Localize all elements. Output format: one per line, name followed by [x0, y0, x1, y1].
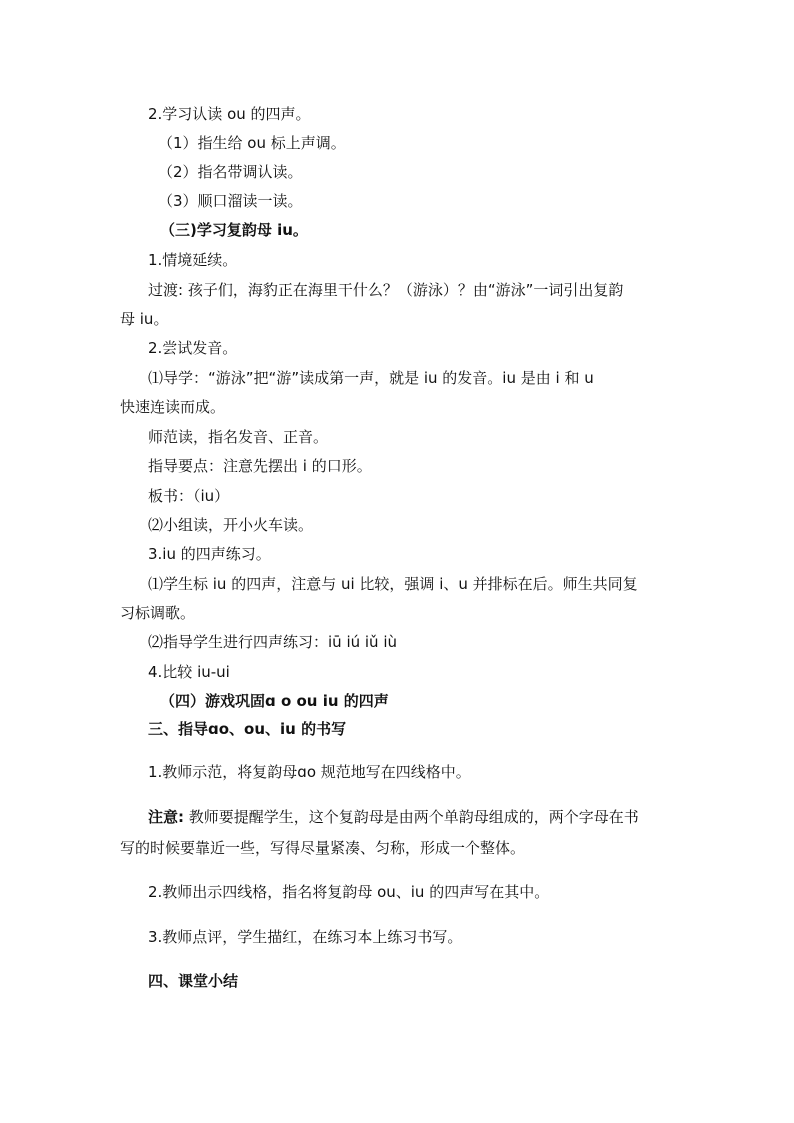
step-3-iu-tones: 3.iu 的四声练习。 [148, 545, 271, 563]
section-3-heading: （三)学习复韵母 iu。 [160, 221, 308, 239]
note-text: 教师要提醒学生，这个复韵母是由两个单韵母组成的，两个字母在书 [184, 808, 639, 826]
step-2-try-pronounce: 2.尝试发音。 [148, 339, 238, 357]
transition-paragraph-line-2: 母 iu。 [120, 310, 169, 328]
guidance-points-line: 指导要点：注意先摆出 i 的口形。 [148, 457, 372, 475]
section-4-game-heading: （四）游戏巩固ɑ o ou iu 的四声 [160, 692, 389, 710]
guide-paragraph-line-2: 快速连读而成。 [120, 398, 226, 416]
tone-marking-line-2: 习标调歌。 [120, 604, 196, 622]
tone-practice-line: ⑵指导学生进行四声练习：iū iú iǔ iù [148, 633, 398, 651]
part-3-writing-heading: 三、指导ɑo、ou、iu 的书写 [148, 720, 347, 738]
note-label: 注意: [148, 808, 184, 826]
step-4-compare: 4.比较 iu-ui [148, 663, 230, 681]
substep-2: （2）指名带调认读。 [158, 163, 303, 181]
substep-1: （1）指生给 ou 标上声调。 [158, 134, 346, 152]
step-1-context: 1.情境延续。 [148, 251, 238, 269]
transition-paragraph-line-1: 过渡: 孩子们，海豹正在海里干什么？（游泳）？由“游泳”一词引出复韵 [148, 281, 624, 299]
writing-step-2: 2.教师出示四线格，指名将复韵母 ou、iu 的四声写在其中。 [148, 883, 550, 901]
substep-3: （3）顺口溜读一读。 [158, 192, 303, 210]
guide-paragraph-line-1: ⑴导学：“游泳”把“游”读成第一声，就是 iu 的发音。iu 是由 i 和 u [148, 369, 594, 387]
note-paragraph-line-1 [148, 807, 639, 827]
teacher-demo-line: 师范读，指名发音、正音。 [148, 428, 329, 446]
note-paragraph-line-2: 写的时候要靠近一些，写得尽量紧凑、匀称，形成一个整体。 [120, 839, 526, 857]
group-reading-line: ⑵小组读，开小火车读。 [148, 516, 314, 534]
writing-step-3: 3.教师点评，学生描红，在练习本上练习书写。 [148, 928, 463, 946]
writing-step-1: 1.教师示范，将复韵母ɑo 规范地写在四线格中。 [148, 763, 471, 781]
part-4-summary-heading: 四、课堂小结 [148, 972, 239, 990]
tone-marking-line-1: ⑴学生标 iu 的四声，注意与 ui 比较，强调 i、u 并排标在后。师生共同复 [148, 575, 638, 593]
step-2-learn-ou-tones: 2.学习认读 ou 的四声。 [148, 105, 311, 123]
board-writing-line: 板书：（iu） [148, 487, 230, 505]
